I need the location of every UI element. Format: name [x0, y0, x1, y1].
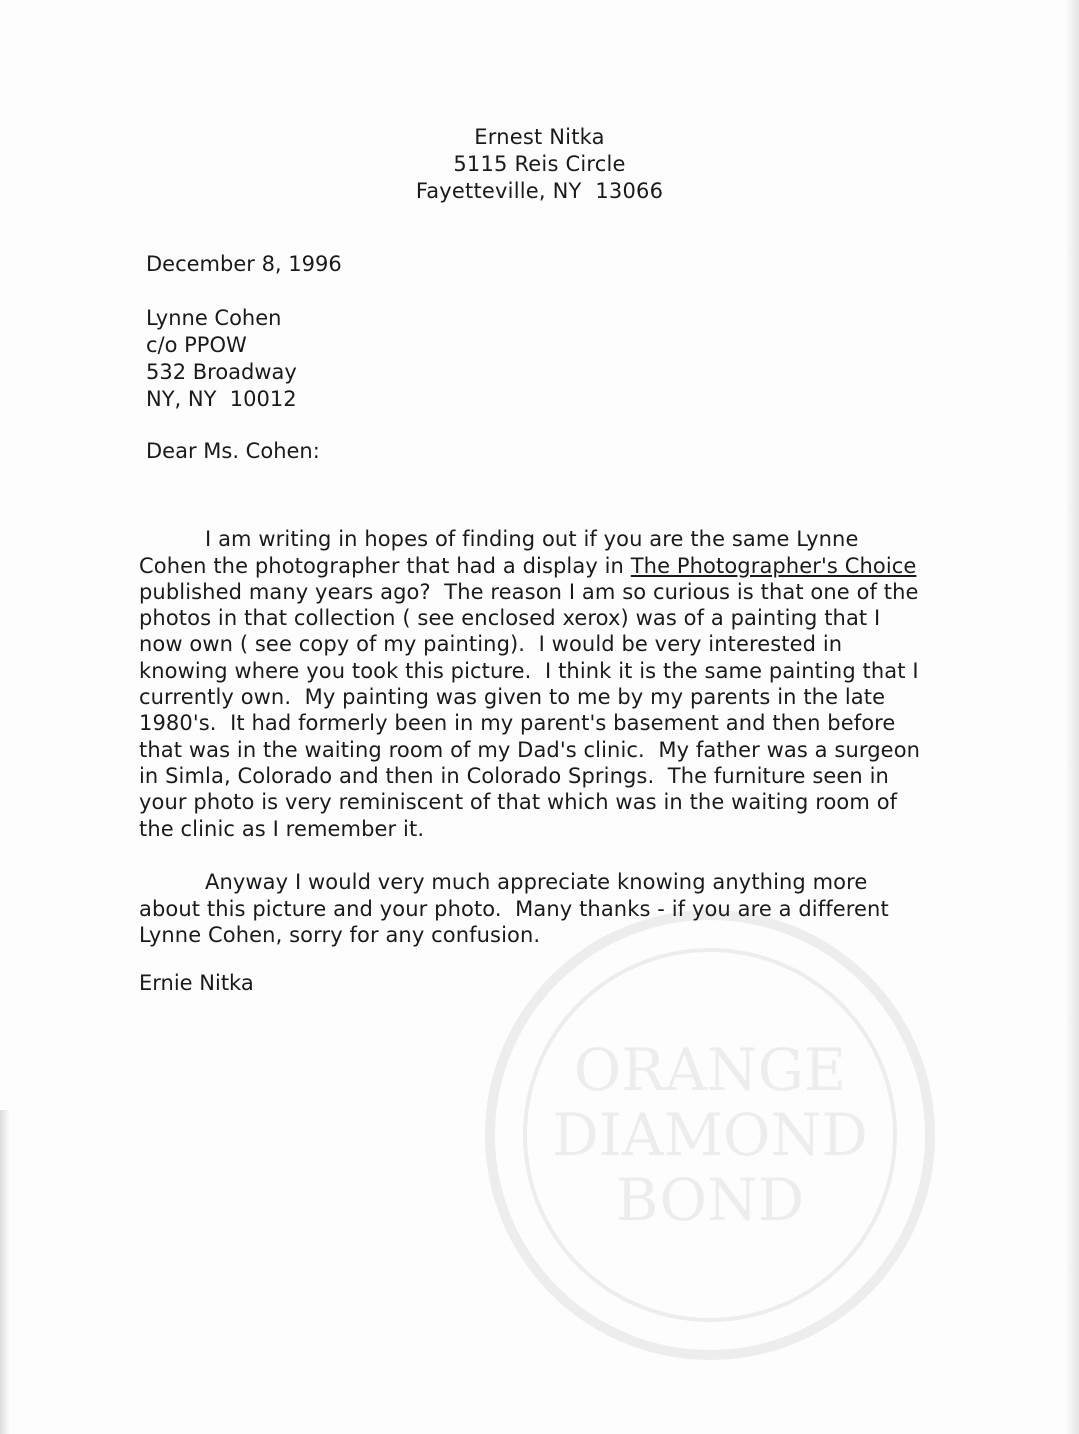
signature-name: Ernie Nitka: [139, 971, 254, 995]
p1-line-1-text: I am writing in hopes of finding out if you are the same Lynne: [205, 527, 859, 552]
scan-edge-shadow: [1065, 0, 1079, 1434]
svg-text:BOND: BOND: [615, 1166, 805, 1234]
letterhead: [0, 124, 1079, 205]
p1-line-12: the clinic as I remember it.: [139, 816, 425, 841]
salutation: Dear Ms. Cohen:: [146, 439, 320, 463]
recipient-name: Lynne Cohen: [146, 306, 282, 330]
p2-line-1: [139, 869, 929, 895]
svg-text:ORANGE: ORANGE: [573, 1036, 847, 1104]
p1-line-1: [139, 526, 929, 552]
book-title: The Photographer's Choice: [630, 553, 917, 578]
p1-line-8: 1980's. It had formerly been in my parent's basement and then before: [139, 711, 896, 736]
scan-edge-shadow-left: [0, 1110, 10, 1434]
p1-line-2: [139, 553, 929, 579]
p1-line-7: currently own. My painting was given to me by my parents in the late: [139, 685, 886, 710]
recipient-street: 532 Broadway: [146, 360, 297, 384]
sender-name: Ernest Nitka: [474, 125, 605, 149]
sender-street: 5115 Reis Circle: [453, 152, 626, 176]
recipient-city: NY, NY 10012: [146, 387, 297, 411]
recipient-care-of: c/o PPOW: [146, 333, 247, 357]
svg-text:DIAMOND: DIAMOND: [552, 1101, 868, 1169]
p2-line-3: Lynne Cohen, sorry for any confusion.: [139, 922, 541, 947]
body-paragraph-1: [139, 500, 929, 894]
p1-line-9: that was in the waiting room of my Dad's clinic. My father was a surgeon: [139, 737, 921, 762]
p1-line-10: in Simla, Colorado and then in Colorado Springs. The furniture seen in: [139, 763, 889, 788]
letter-date: December 8, 1996: [146, 252, 342, 276]
body-paragraph-2: [139, 843, 929, 1001]
p1-line-5: now own ( see copy of my painting). I would be very interested in: [139, 632, 843, 657]
p2-line-2: about this picture and your photo. Many thanks - if you are a different: [139, 896, 889, 921]
p1-line-2-text: Cohen the photographer that had a display in: [139, 553, 631, 578]
p1-line-11: your photo is very reminiscent of that which was in the waiting room of: [139, 790, 898, 815]
p1-line-6: knowing where you took this picture. I think it is the same painting that I: [139, 658, 919, 683]
p1-line-3: published many years ago? The reason I am so curious is that one of the: [139, 579, 919, 604]
p2-line-1-text: Anyway I would very much appreciate knowing anything more: [205, 870, 868, 895]
p1-line-4: photos in that collection ( see enclosed xerox) was of a painting that I: [139, 606, 881, 631]
recipient-address: [146, 305, 297, 413]
sender-city: Fayetteville, NY 13066: [415, 179, 664, 203]
